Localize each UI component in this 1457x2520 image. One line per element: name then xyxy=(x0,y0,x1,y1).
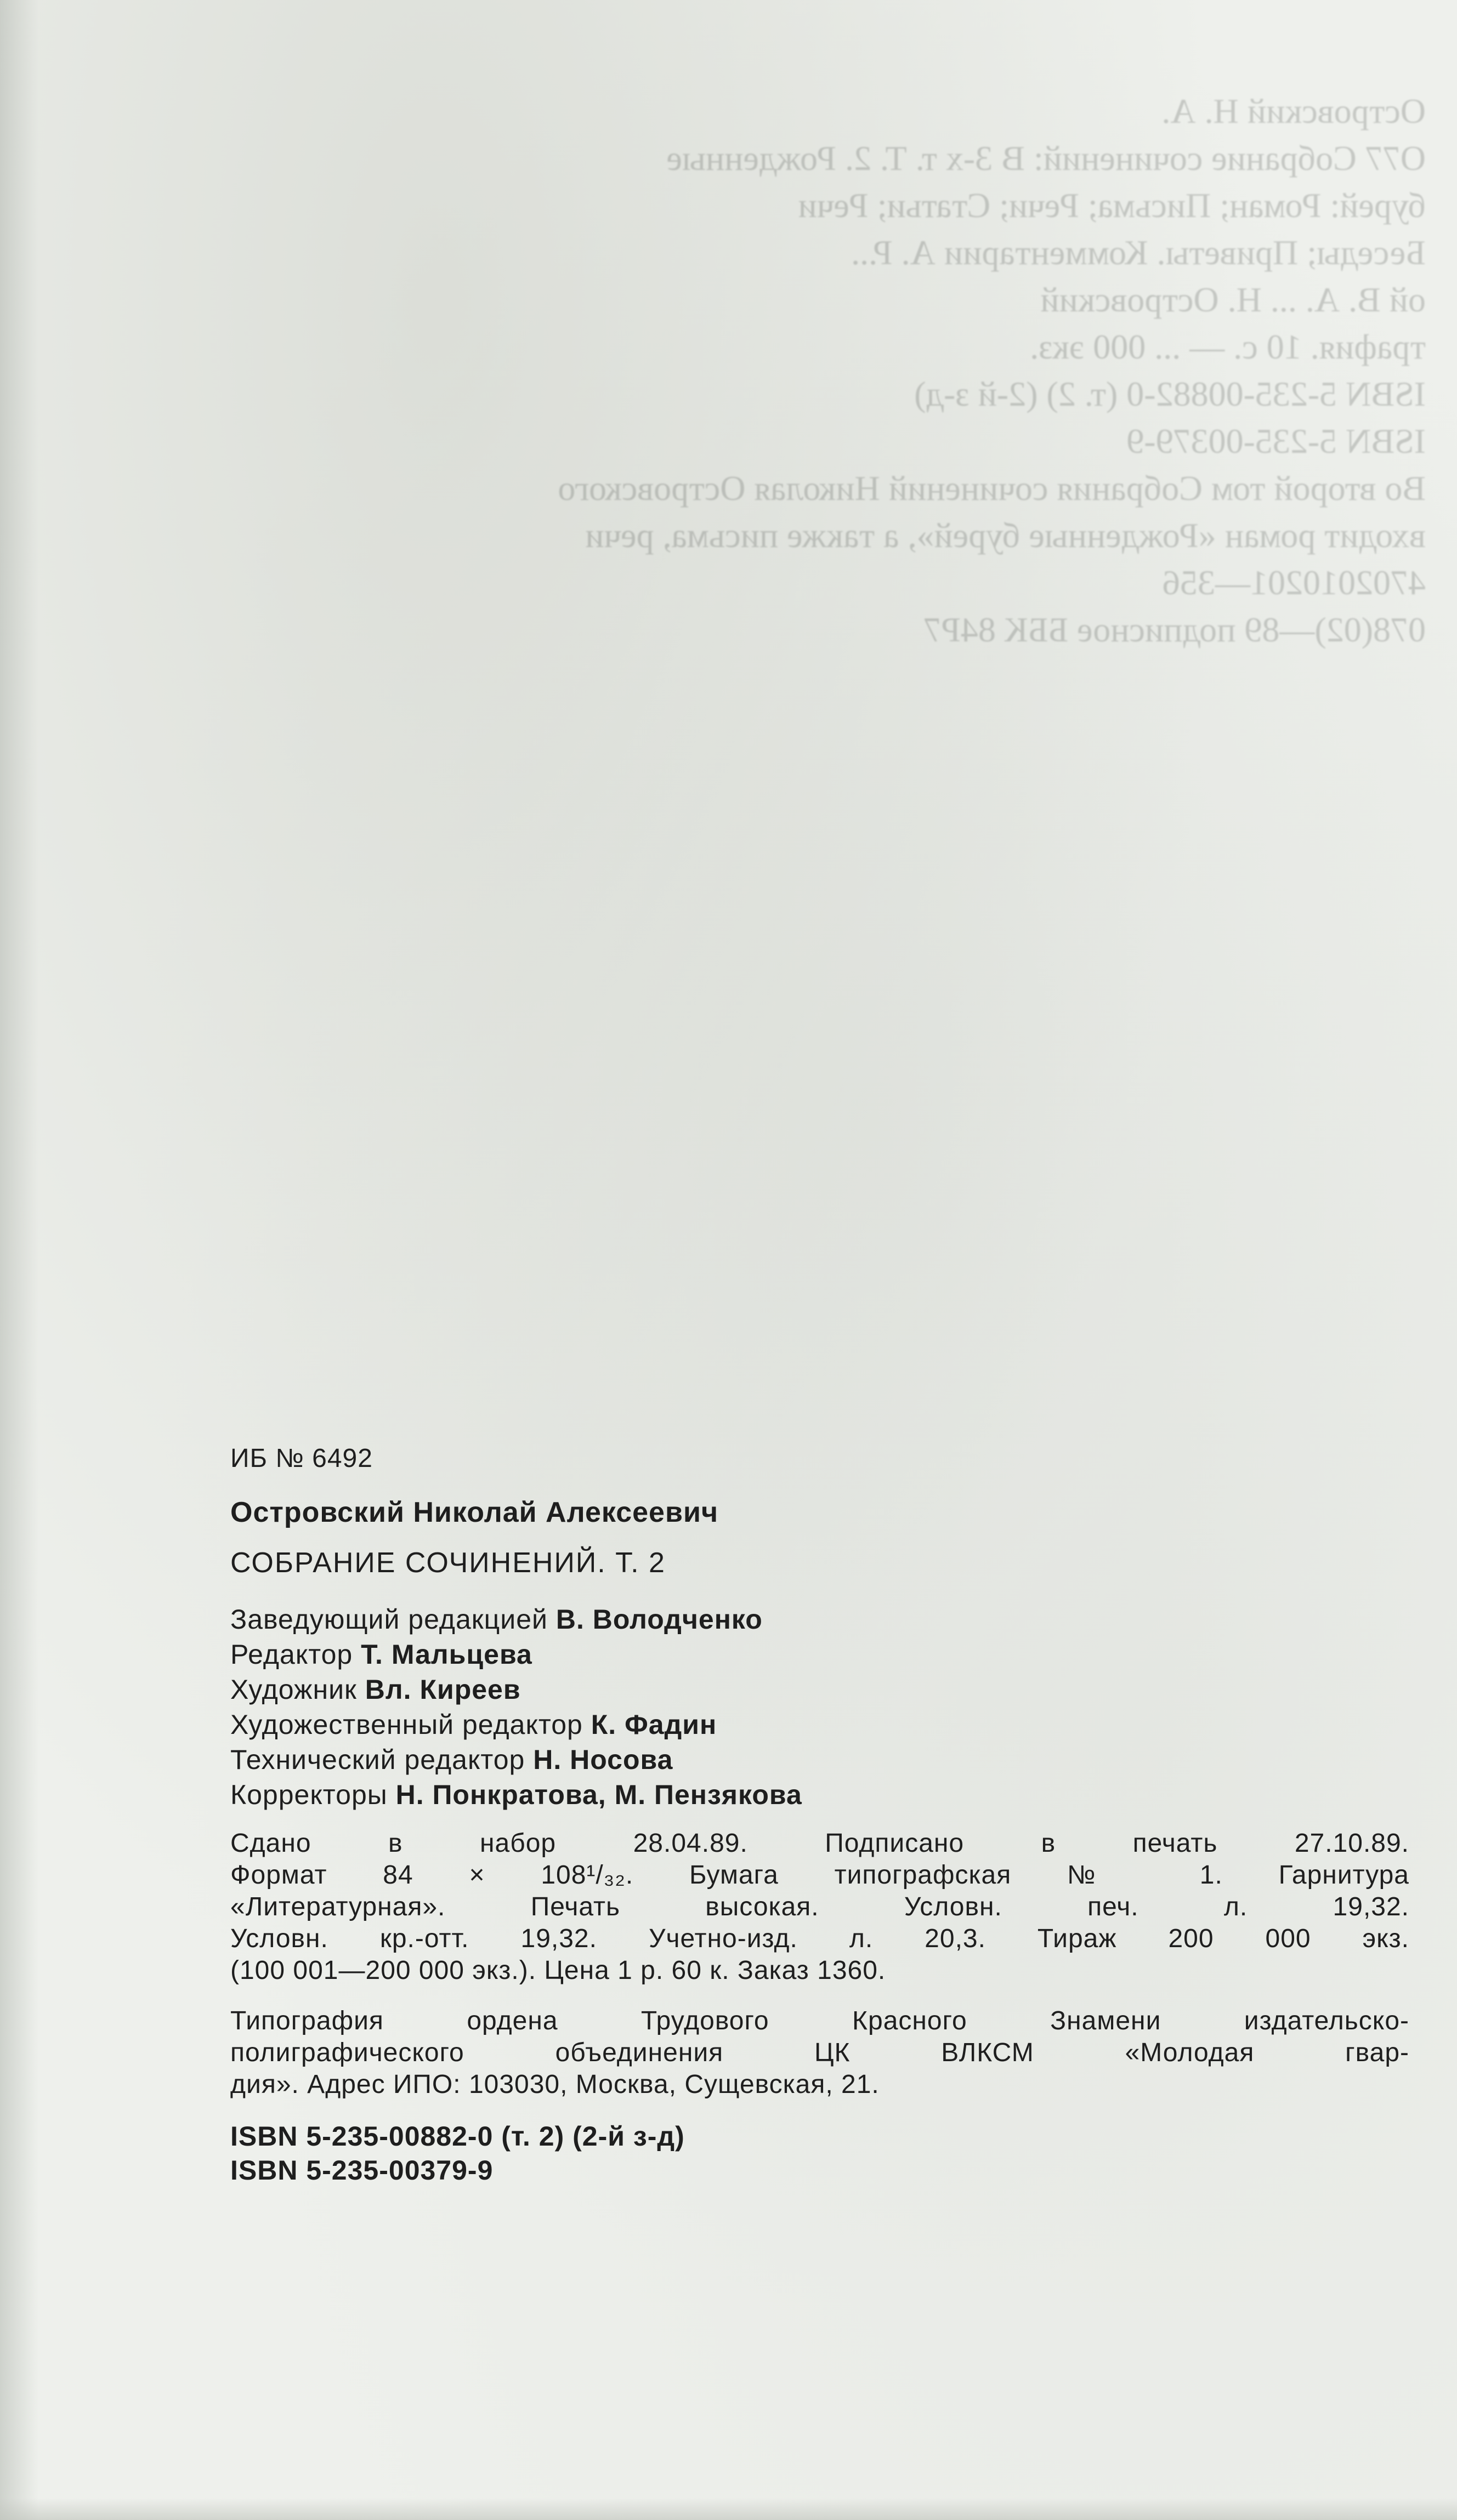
imprint-block xyxy=(230,1442,1409,2187)
credit-role: Корректоры xyxy=(230,1779,388,1810)
page-shadow xyxy=(0,0,38,2520)
credit-role: Художественный редактор xyxy=(230,1709,583,1740)
author-name: Островский Николай Алексеевич xyxy=(230,1497,719,1528)
credit-role: Технический редактор xyxy=(230,1744,525,1775)
credit-line xyxy=(230,1602,1409,1637)
ghost-line: ISBN 5-235-00882-0 (т. 2) (2-й з-д) xyxy=(914,374,1426,413)
credit-line xyxy=(230,1707,1409,1742)
ghost-line: Во второй том Собрания сочинений Николая Островского xyxy=(558,469,1426,508)
credits-list xyxy=(230,1602,1409,1812)
ghost-line: О77 Собрание сочинений: В 3-х т. Т. 2. Рожденные xyxy=(666,139,1426,178)
credit-line xyxy=(230,1672,1409,1707)
credit-role: Художник xyxy=(230,1674,357,1705)
printer-line: полиграфического объединения ЦК ВЛКСМ «Молодая гвар- xyxy=(230,2038,1409,2067)
isbn-line: ISBN 5-235-00379-9 xyxy=(230,2155,494,2186)
printer-info xyxy=(230,2005,1409,2101)
ghost-line: 4702010201—356 xyxy=(1163,563,1426,602)
ghost-line: ISBN 5-235-00379-9 xyxy=(1126,422,1426,460)
ghost-line: бурей: Роман; Письма; Речи; Статьи; Речи xyxy=(798,186,1426,225)
print-detail-line: Сдано в набор 28.04.89. Подписано в печать 27.10.89. xyxy=(230,1829,1409,1858)
credit-line xyxy=(230,1777,1409,1812)
credit-name: Т. Мальцева xyxy=(361,1639,532,1670)
book-title: СОБРАНИЕ СОЧИНЕНИЙ. Т. 2 xyxy=(230,1547,666,1579)
ib-number: ИБ № 6492 xyxy=(230,1444,373,1473)
isbn-line: ISBN 5-235-00882-0 (т. 2) (2-й з-д) xyxy=(230,2121,685,2152)
credit-role: Редактор xyxy=(230,1639,353,1670)
credit-line xyxy=(230,1742,1409,1777)
print-detail-line: «Литературная». Печать высокая. Условн. печ. л. 19,32. xyxy=(230,1892,1409,1921)
bleed-through-text xyxy=(165,88,1426,653)
isbn-block xyxy=(230,2119,1409,2187)
credit-name: К. Фадин xyxy=(591,1709,717,1740)
page-bottom-edge xyxy=(0,2498,1457,2520)
credit-name: Вл. Киреев xyxy=(365,1674,521,1705)
print-detail-line: Формат 84 × 108¹/₃₂. Бумага типографская № 1. Гарнитура xyxy=(230,1861,1409,1890)
ghost-line: Беседы; Приветы. Комментарии А. Р... xyxy=(851,233,1426,272)
ghost-line: трафия. 10 с. — ... 000 экз. xyxy=(1030,327,1426,366)
ghost-line: Островский Н. А. xyxy=(1161,92,1426,130)
print-detail-line: (100 001—200 000 экз.). Цена 1 р. 60 к. Заказ 1360. xyxy=(230,1956,886,1985)
printer-line: дия». Адрес ИПО: 103030, Москва, Сущевская, 21. xyxy=(230,2070,880,2099)
print-details xyxy=(230,1828,1409,1987)
credit-role: Заведующий редакцией xyxy=(230,1604,548,1635)
credit-name: Н. Носова xyxy=(533,1744,673,1775)
printer-line: Типография ордена Трудового Красного Знамени издательско- xyxy=(230,2006,1409,2035)
print-detail-line: Условн. кр.-отт. 19,32. Учетно-изд. л. 20,3. Тираж 200 000 экз. xyxy=(230,1924,1409,1953)
ghost-line: входит роман «Рожденные бурей», а также письма, речи xyxy=(585,516,1426,555)
ghost-line: 078(02)—89 подписное ББК 84Р7 xyxy=(923,610,1426,649)
credit-name: В. Володченко xyxy=(555,1604,763,1635)
ghost-line: ой В. А. ... Н. Островский xyxy=(1040,280,1426,319)
credit-line xyxy=(230,1637,1409,1672)
credit-name: Н. Понкратова, М. Пензякова xyxy=(395,1779,802,1810)
